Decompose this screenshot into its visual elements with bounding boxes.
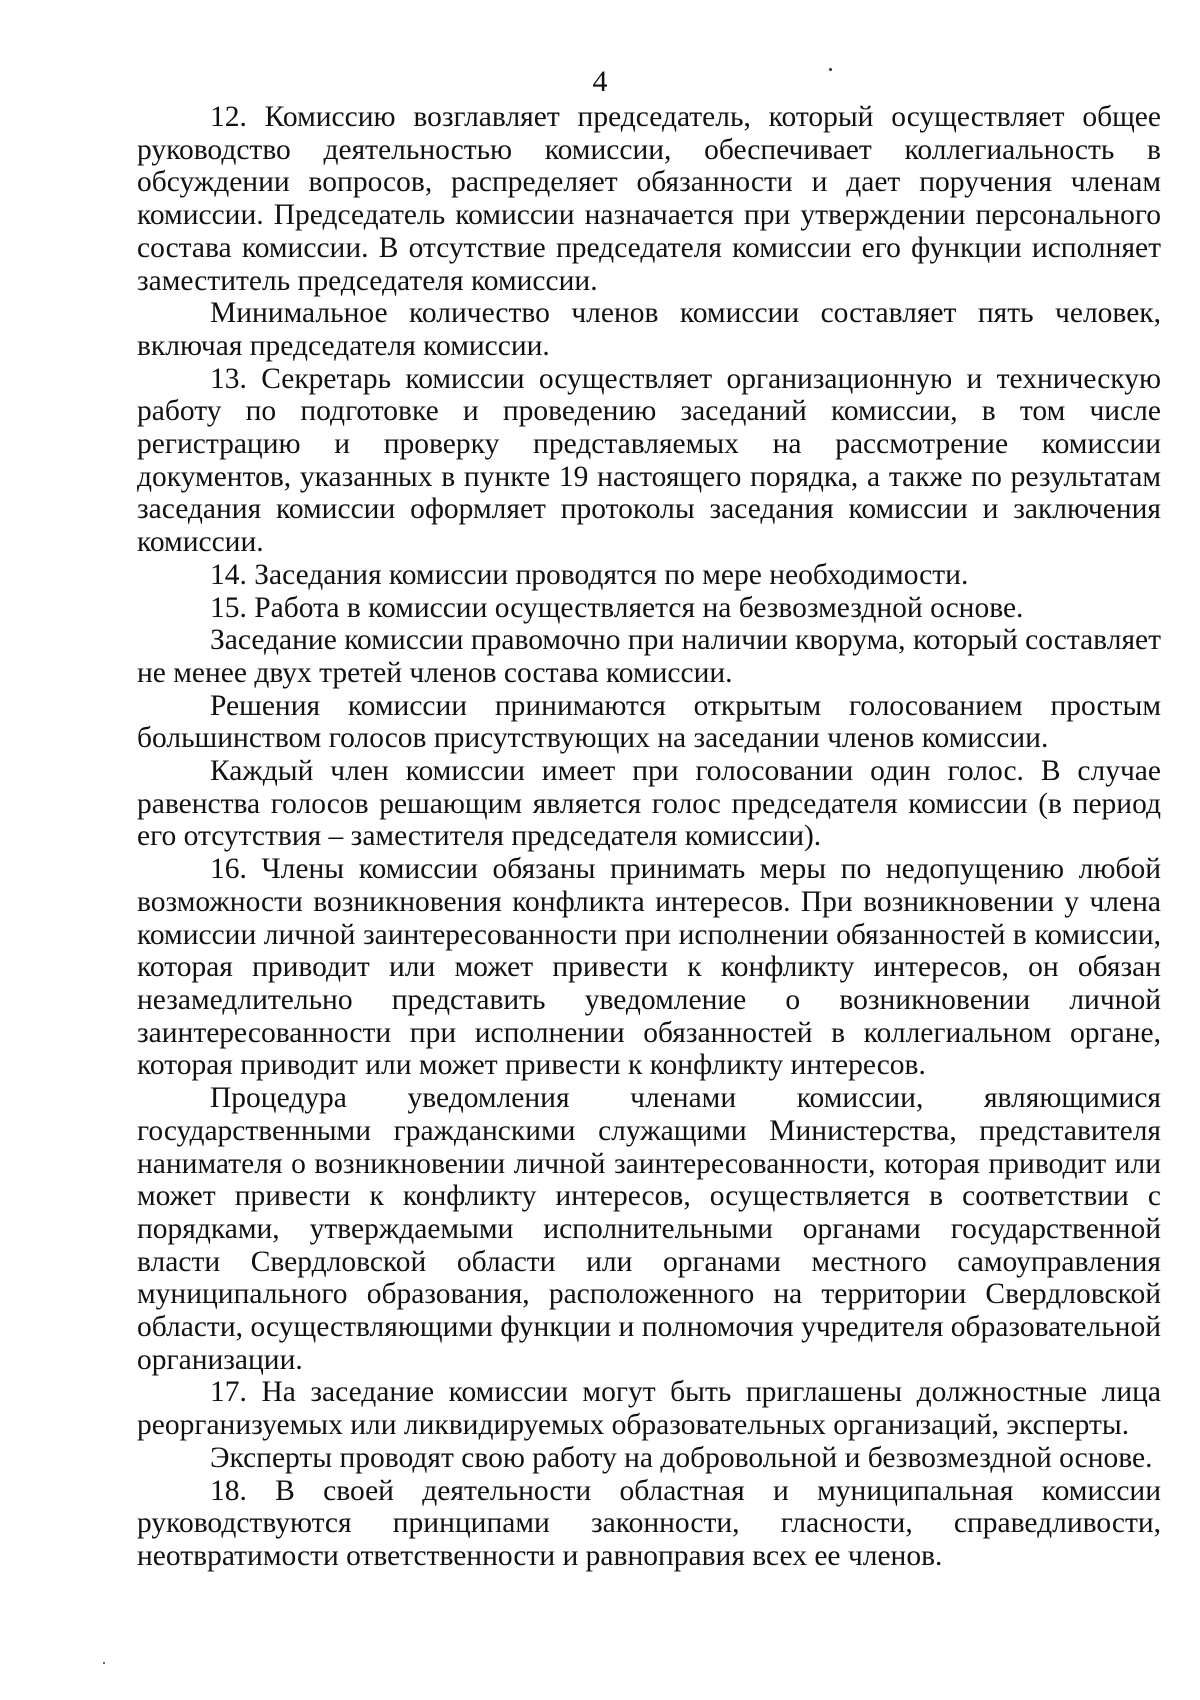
paragraph-notification-procedure: Процедура уведомления членами комиссии, являющимися государственными гражданскими служащими Министерства, представителя нанимателя о возникновении личной заинтересованности, которая приводит или может привести к конфликту интересов, осуществляется в соответствии с порядками, утверждаемыми исполнительными органами государственной власти Свердловской области или органами местного самоуправления муниципального образования, расположенного на территории Свердловской области, осуществляющими функции и полномочия учредителя образовательной организации. <box>137 1082 1161 1376</box>
page-number: 4 <box>592 65 608 98</box>
document-body <box>137 101 1161 1573</box>
paragraph-minimum-members: Минимальное количество членов комиссии составляет пять человек, включая председателя комиссии. <box>137 297 1161 362</box>
paragraph-15-free-basis: 15. Работа в комиссии осуществляется на безвозмездной основе. <box>210 591 1024 624</box>
paragraph-decisions: Решения комиссии принимаются открытым голосованием простым большинством голосов присутствующих на заседании членов комиссии. <box>137 689 1161 755</box>
paragraph-17-invited: 17. На заседание комиссии могут быть приглашены должностные лица реорганизуемых или ликвидируемых образовательных организаций, эксперты. <box>137 1376 1161 1442</box>
scan-speck <box>103 1662 105 1664</box>
paragraph-14-meetings: 14. Заседания комиссии проводятся по мере необходимости. <box>210 558 969 591</box>
paragraph-quorum: Заседание комиссии правомочно при наличии кворума, который составляет не менее двух третей членов состава комиссии. <box>137 624 1161 689</box>
paragraph-votes: Каждый член комиссии имеет при голосовании один голос. В случае равенства голосов решающим является голос председателя комиссии (в период его отсутствия – заместителя председателя комиссии). <box>137 755 1161 853</box>
paragraph-18-principles: 18. В своей деятельности областная и муниципальная комиссии руководствуются принципами законности, гласности, справедливости, неотвратимости ответственности и равноправия всех ее членов. <box>137 1474 1161 1572</box>
paragraph-16-conflict: 16. Члены комиссии обязаны принимать меры по недопущению любой возможности возникновения конфликта интересов. При возникновении у члена комиссии личной заинтересованности при исполнении обязанностей в комиссии, которая приводит или может привести к конфликту интересов, он обязан незамедлительно представить уведомление о возникновении личной заинтересованности при исполнении обязанностей в коллегиальном органе, которая приводит или может привести к конфликту интересов. <box>137 853 1161 1082</box>
scan-speck <box>829 68 832 71</box>
paragraph-experts: Эксперты проводят свою работу на добровольной и безвозмездной основе. <box>210 1441 1153 1474</box>
paragraph-13-secretary: 13. Секретарь комиссии осуществляет организационную и техническую работу по подготовке и проведению заседаний комиссии, в том числе регистрацию и проверку представляемых на рассмотрение комиссии документов, указанных в пункте 19 настоящего порядка, а также по результатам заседания комиссии оформляет протоколы заседания комиссии и заключения комиссии. <box>137 362 1161 559</box>
paragraph-12-chairman: 12. Комиссию возглавляет председатель, который осуществляет общее руководство деятельностью комиссии, обеспечивает коллегиальность в обсуждении вопросов, распределяет обязанности и дает поручения членам комиссии. Председатель комиссии назначается при утверждении персонального состава комиссии. В отсутствие председателя комиссии его функции исполняет заместитель председателя комиссии. <box>137 101 1161 297</box>
